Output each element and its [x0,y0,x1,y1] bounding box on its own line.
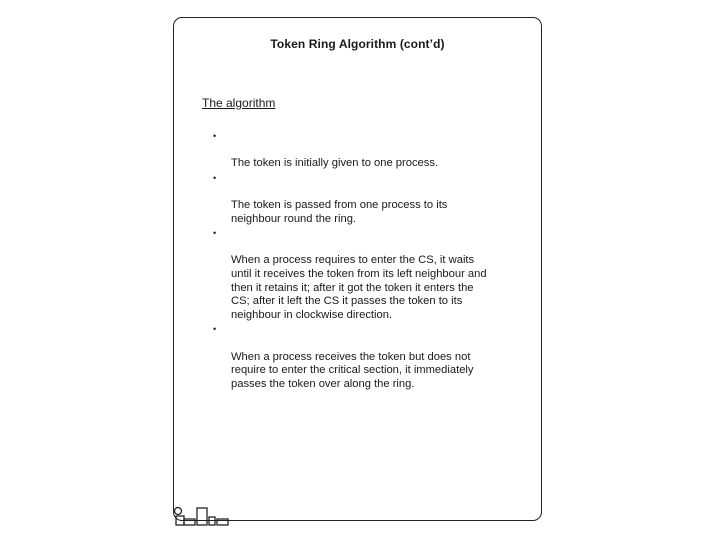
section-heading: The algorithm [202,96,276,110]
bullet-text: When a process requires to enter the CS, it waits until it receives the token from its left neighbour and then it retains it; after it got the token it enters the CS; after it left the CS it passes the token to its neighbour in clockwise direction. [231,254,487,321]
bullet-icon: • [213,131,217,141]
bullet-item-2 [213,172,523,226]
slide-title: Token Ring Algorithm (cont’d) [270,37,445,51]
bullet-icon: • [213,324,217,335]
bullet-text: The token is passed from one process to its neighbour round the ring. [231,198,448,225]
bullet-item-4 [213,323,523,391]
bullet-item-3 [213,227,523,322]
bullet-icon: • [213,172,217,183]
bullet-list [213,130,523,392]
bullet-icon: • [213,228,217,239]
bullet-text: When a process receives the token but does not require to enter the critical section, it immediately passes the token over along the ring. [231,350,474,390]
corner-logo-icon [173,504,233,528]
bullet-text: The token is initially given to one process. [231,157,439,170]
bullet-item-1 [213,130,523,171]
